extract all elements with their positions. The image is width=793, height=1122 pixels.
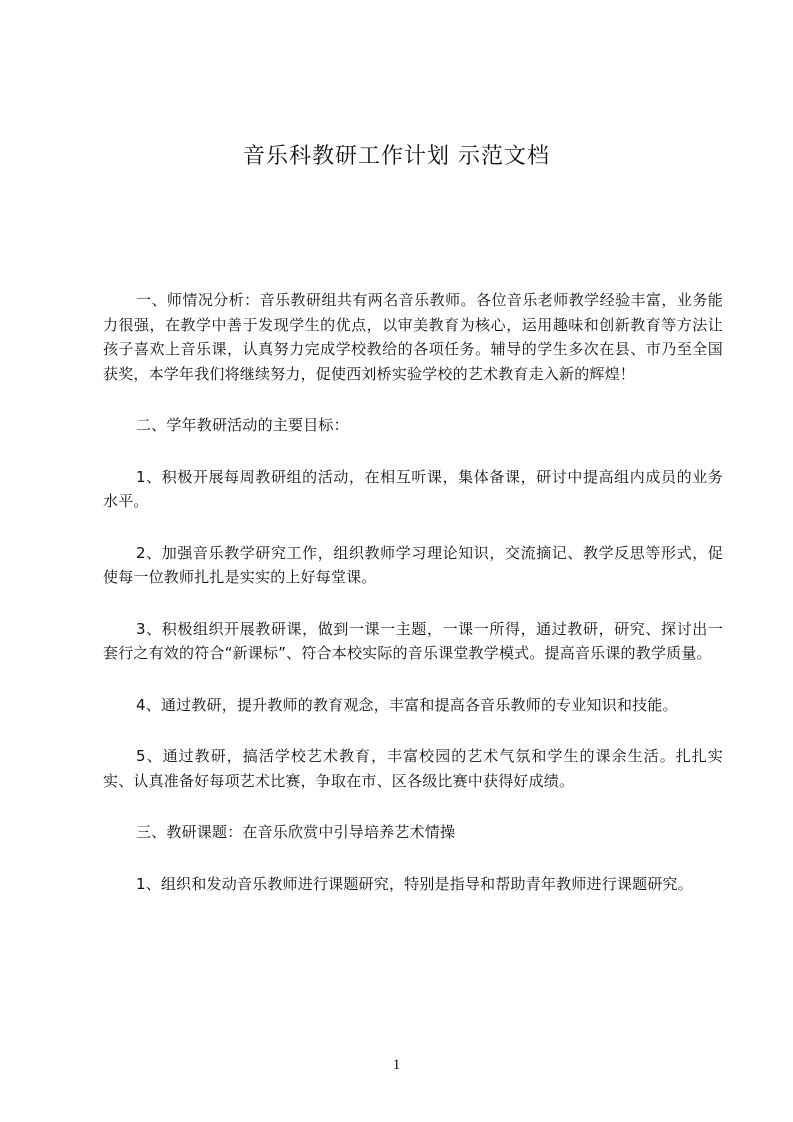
- goal-item-2: 2、加强音乐教学研究工作，组织教师学习理论知识，交流摘记、教学反思等形式，促使每一位教师扎扎是实实的上好每堂课。: [103, 543, 723, 586]
- document-title: 音乐科教研工作计划 示范文档: [243, 144, 550, 169]
- goal-item-5: 5、通过教研，搞活学校艺术教育，丰富校园的艺术气氛和学生的课余生活。扎扎实实、认真准备好每项艺术比赛，争取在市、区各级比赛中获得好成绩。: [103, 747, 723, 790]
- goal-item-3: 3、积极组织开展教研课，做到一课一主题，一课一所得，通过教研，研究、探讨出一套行之有效的符合“新课标”、符合本校实际的音乐课堂教学模式。提高音乐课的教学质量。: [103, 619, 723, 662]
- paragraph-gap: [103, 845, 723, 872]
- paragraph-gap: [103, 793, 723, 820]
- document-body: [103, 288, 723, 896]
- paragraph-gap: [103, 438, 723, 465]
- paragraph-gap: [103, 666, 723, 693]
- paragraph-gap: [103, 717, 723, 744]
- goal-item-4: 4、通过教研，提升教师的教育观念，丰富和提高各音乐教师的专业知识和技能。: [136, 695, 678, 714]
- goal-item-1: 1、积极开展每周教研组的活动，在相互听课，集体备课，研讨中提高组内成员的业务水平。: [103, 467, 723, 510]
- heading-main-goals: 二、学年教研活动的主要目标：: [136, 416, 349, 434]
- paragraph-gap: [103, 514, 723, 541]
- paragraph-gap: [103, 590, 723, 617]
- page-number: 1: [392, 1057, 401, 1073]
- paragraph-teacher-analysis: 一、师情况分析：音乐教研组共有两名音乐教师。各位音乐老师教学经验丰富，业务能力很强，在教学中善于发现学生的优点，以审美教育为核心，运用趣味和创新教育等方法让孩子喜欢上音乐课，认真努力完成学校教给的各项任务。辅导的学生多次在县、市乃至全国获奖，本学年我们将继续努力，促使西刘桥实验学校的艺术教育走入新的辉煌！: [103, 291, 723, 383]
- research-item-1: 1、组织和发动音乐教师进行课题研究，特别是指导和帮助青年教师进行课题研究。: [136, 874, 693, 893]
- paragraph-gap: [103, 386, 723, 413]
- heading-research-topic: 三、教研课题：在音乐欣赏中引导培养艺术情操: [136, 823, 456, 841]
